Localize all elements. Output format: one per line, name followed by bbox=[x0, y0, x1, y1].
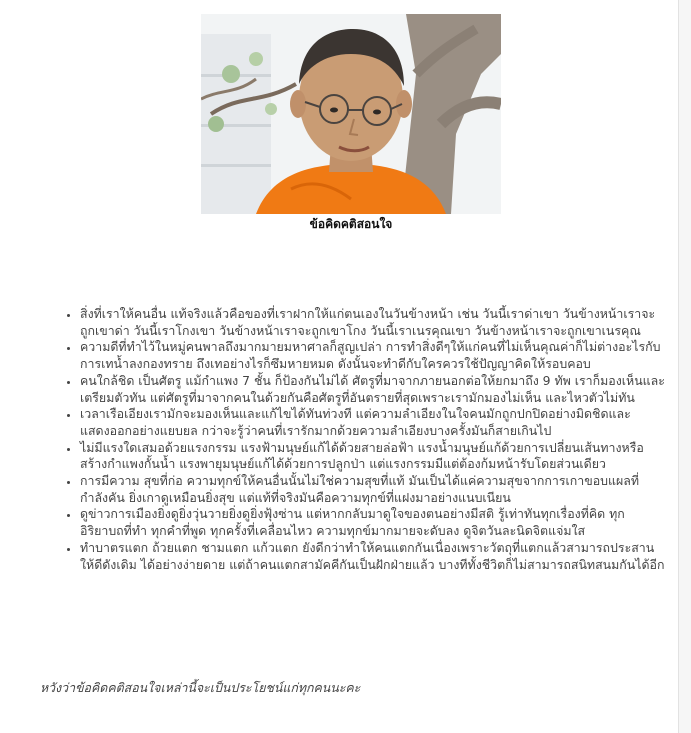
list-item: • ความดีที่ทำไว้ในหมู่คนพาลถึงมากมายมหาศาลก็สูญเปล่า การทำสิ่งดีๆให้แก่คนที่ไม่เห็นคุณค่าก็ไม่ต่างอะไรกับการเทน้ำลงกองทราย ถึงเทอย่างไรก็ซึมหายหมด ดังนั้นจะทำดีกับใครควรใช้ปัญญาคิดให้รอบคอบ bbox=[80, 339, 666, 372]
list-item: • การมีความ สุขที่ก่อ ความทุกข์ให้คนอื่นนั้นไม่ใช่ความสุขที่แท้ มันเป็นได้แค่ความสุขจากการเกาขอบแผลที่กำลังคัน ยิ่งเกาดูเหมือนยิ่งสุข แต่แท้ที่จริงมันคือความทุกข์ที่แฝงมาอย่างแนบเนียน bbox=[80, 473, 666, 506]
list-item: • คนใกล้ชิด เป็นศัตรู แม้กำแพง 7 ชั้น ก็ป้องกันไม่ได้ ศัตรูที่มาจากภายนอกต่อให้ยกมาถึง 9 ทัพ เราก็มองเห็นและเตรียมตัวทัน แต่ศัตรูที่มาจากคนในด้วยกันคือศัตรูที่อันตรายที่สุดเพราะเรามักมองไม่เห็น และไหวตัวไม่ทัน bbox=[80, 373, 666, 406]
list-item: • ทำบาตรแตก ถ้วยแตก ชามแตก แก้วแตก ยังดีกว่าทำให้คนแตกกันเนื่องเพราะวัตถุที่แตกแล้วสามารถประสานให้ดีดังเดิม ได้อย่างง่ายดาย แต่ถ้าคนแตกสามัคคีกันเป็นฝักฝ่ายแล้ว บางทีทั้งชีวิตก็ไม่สามารถสนิทสนมกันได้อีก bbox=[80, 540, 666, 573]
photo-caption: ข้อคิดคติสอนใจ bbox=[309, 217, 393, 231]
teachings-list bbox=[40, 306, 666, 573]
closing-note: หวังว่าข้อคิดคติสอนใจเหล่านี้จะเป็นประโยชน์แก่ทุกคนนะคะ bbox=[40, 680, 361, 695]
list-item: • เวลาเรือเอียงเรามักจะมองเห็นและแก้ไขได้ทันท่วงที แต่ความลำเอียงในใจคนมักถูกปกปิดอย่างมิดชิดและแสดงออกอย่างแยบยล กว่าจะรู้ว่าคนที่เรารักมากด้วยความลำเอียงบางครั้งมันก็สายเกินไป bbox=[80, 406, 666, 439]
scrollbar-track[interactable] bbox=[678, 0, 691, 733]
list-item: • ดูข่าวการเมืองยิ่งดูยิ่งวุ่นวายยิ่งดูยิ่งฟุ้งซ่าน แต่หากกลับมาดูใจของตนอย่างมีสติ รู้เท่าทันทุกเรื่องที่คิด ทุกอิริยาบถที่ทำ ทุกคำที่พูด ทุกครั้งที่เคลื่อนไหว ความทุกข์มากมายจะดับลง ดูจิตวันละนิดจิตแจ่มใส bbox=[80, 506, 666, 539]
monk-portrait-icon bbox=[201, 14, 501, 214]
list-item: • สิ่งที่เราให้คนอื่น แท้จริงแล้วคือของที่เราฝากให้แก่ตนเองในวันข้างหน้า เช่น วันนี้เราด่าเขา วันข้างหน้าเราจะถูกเขาด่า วันนี้เราโกงเขา วันข้างหน้าเราจะถูกเขาโกง วันนี้เราเนรคุณเขา วันข้างหน้าเราจะถูกเขาเนรคุณ bbox=[80, 306, 666, 339]
monk-photo bbox=[201, 14, 501, 214]
list-item: • ไม่มีแรงใดเสมอด้วยแรงกรรม แรงฟ้ามนุษย์แก้ได้ด้วยสายล่อฟ้า แรงน้ำมนุษย์แก้ด้วยการเปลี่ยนเส้นทางหรือสร้างกำแพงกั้นน้ำ แรงพายุมนุษย์แก้ได้ด้วยการปลูกป่า แต่แรงกรรมมีแต่ต้องก้มหน้ารับโดยส่วนเดียว bbox=[80, 440, 666, 473]
